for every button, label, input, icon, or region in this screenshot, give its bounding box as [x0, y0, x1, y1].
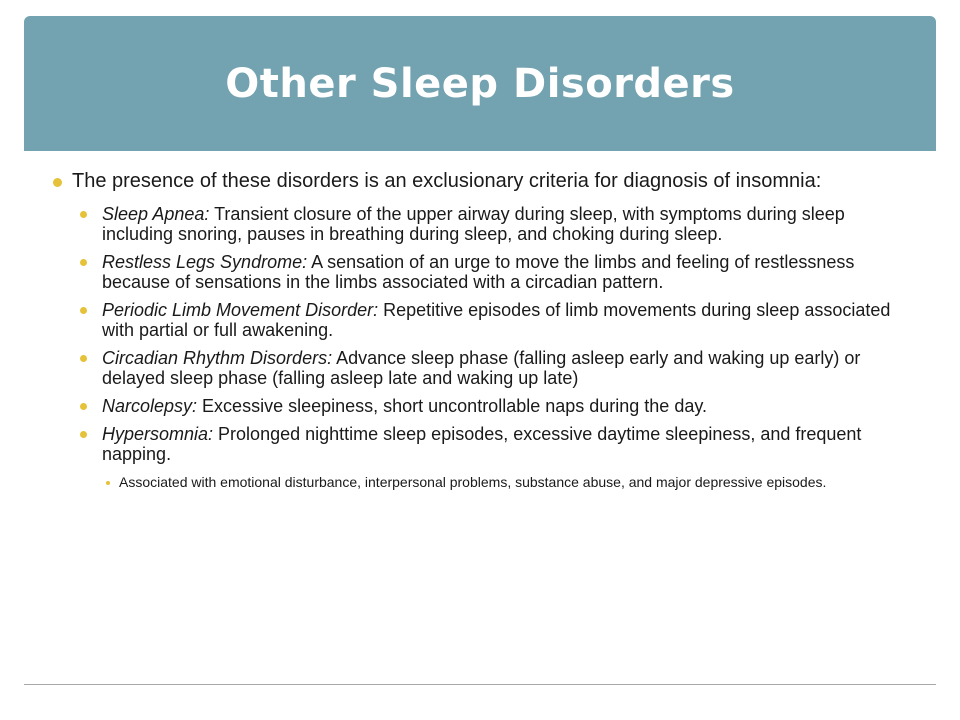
disorder-term: Periodic Limb Movement Disorder:: [102, 300, 379, 320]
disorder-description: Repetitive episodes of limb movements during sleep associated with partial or full awakening.: [102, 300, 891, 340]
bullet-dot-icon: [80, 403, 87, 410]
hypersomnia-note-text: Associated with emotional disturbance, interpersonal problems, substance abuse, and major depressive episodes.: [119, 474, 827, 490]
disorder-description: A sensation of an urge to move the limbs and feeling of restlessness because of sensations in the limbs associated with a circadian pattern.: [102, 252, 855, 292]
disorder-item-circadian-rhythm: [72, 348, 907, 388]
bullet-dot-icon: [53, 178, 62, 187]
disorder-term: Restless Legs Syndrome:: [102, 252, 308, 272]
disorder-item-periodic-limb: [72, 300, 907, 340]
main-bullet-text: The presence of these disorders is an exclusionary criteria for diagnosis of insomnia:: [72, 170, 822, 192]
disorder-item-sleep-apnea: [72, 204, 907, 244]
disorder-description: Excessive sleepiness, short uncontrollable naps during the day.: [197, 396, 708, 416]
bullet-dot-icon: [80, 431, 87, 438]
disorder-list: [72, 204, 932, 491]
bullet-dot-icon: [80, 355, 87, 362]
disorder-term: Sleep Apnea:: [102, 204, 210, 224]
slide-content: [52, 170, 932, 499]
disorder-item-narcolepsy: [72, 396, 907, 416]
bullet-dot-icon: [80, 307, 87, 314]
bullet-dot-icon: [80, 211, 87, 218]
bullet-dot-icon: [80, 259, 87, 266]
slide-title: Other Sleep Disorders: [225, 60, 735, 107]
main-bullet: [52, 170, 932, 491]
main-bullet-list: [52, 170, 932, 491]
disorder-term: Narcolepsy:: [102, 396, 198, 416]
hypersomnia-sub-list: [102, 474, 907, 491]
hypersomnia-note: [102, 474, 879, 491]
title-bar: [24, 16, 936, 151]
disorder-description: Prolonged nighttime sleep episodes, excessive daytime sleepiness, and frequent napping.: [102, 424, 862, 464]
bullet-dot-icon: [106, 481, 110, 485]
disorder-item-hypersomnia: [72, 424, 907, 491]
disorder-description: Advance sleep phase (falling asleep early and waking up early) or delayed sleep phase (falling asleep late and waking up late): [102, 348, 861, 388]
disorder-term: Hypersomnia:: [102, 424, 214, 444]
disorder-item-restless-legs: [72, 252, 907, 292]
disorder-term: Circadian Rhythm Disorders:: [102, 348, 333, 368]
disorder-description: Transient closure of the upper airway during sleep, with symptoms during sleep including snoring, pauses in breathing during sleep, and choking during sleep.: [102, 204, 845, 244]
footer-divider: [24, 684, 936, 685]
